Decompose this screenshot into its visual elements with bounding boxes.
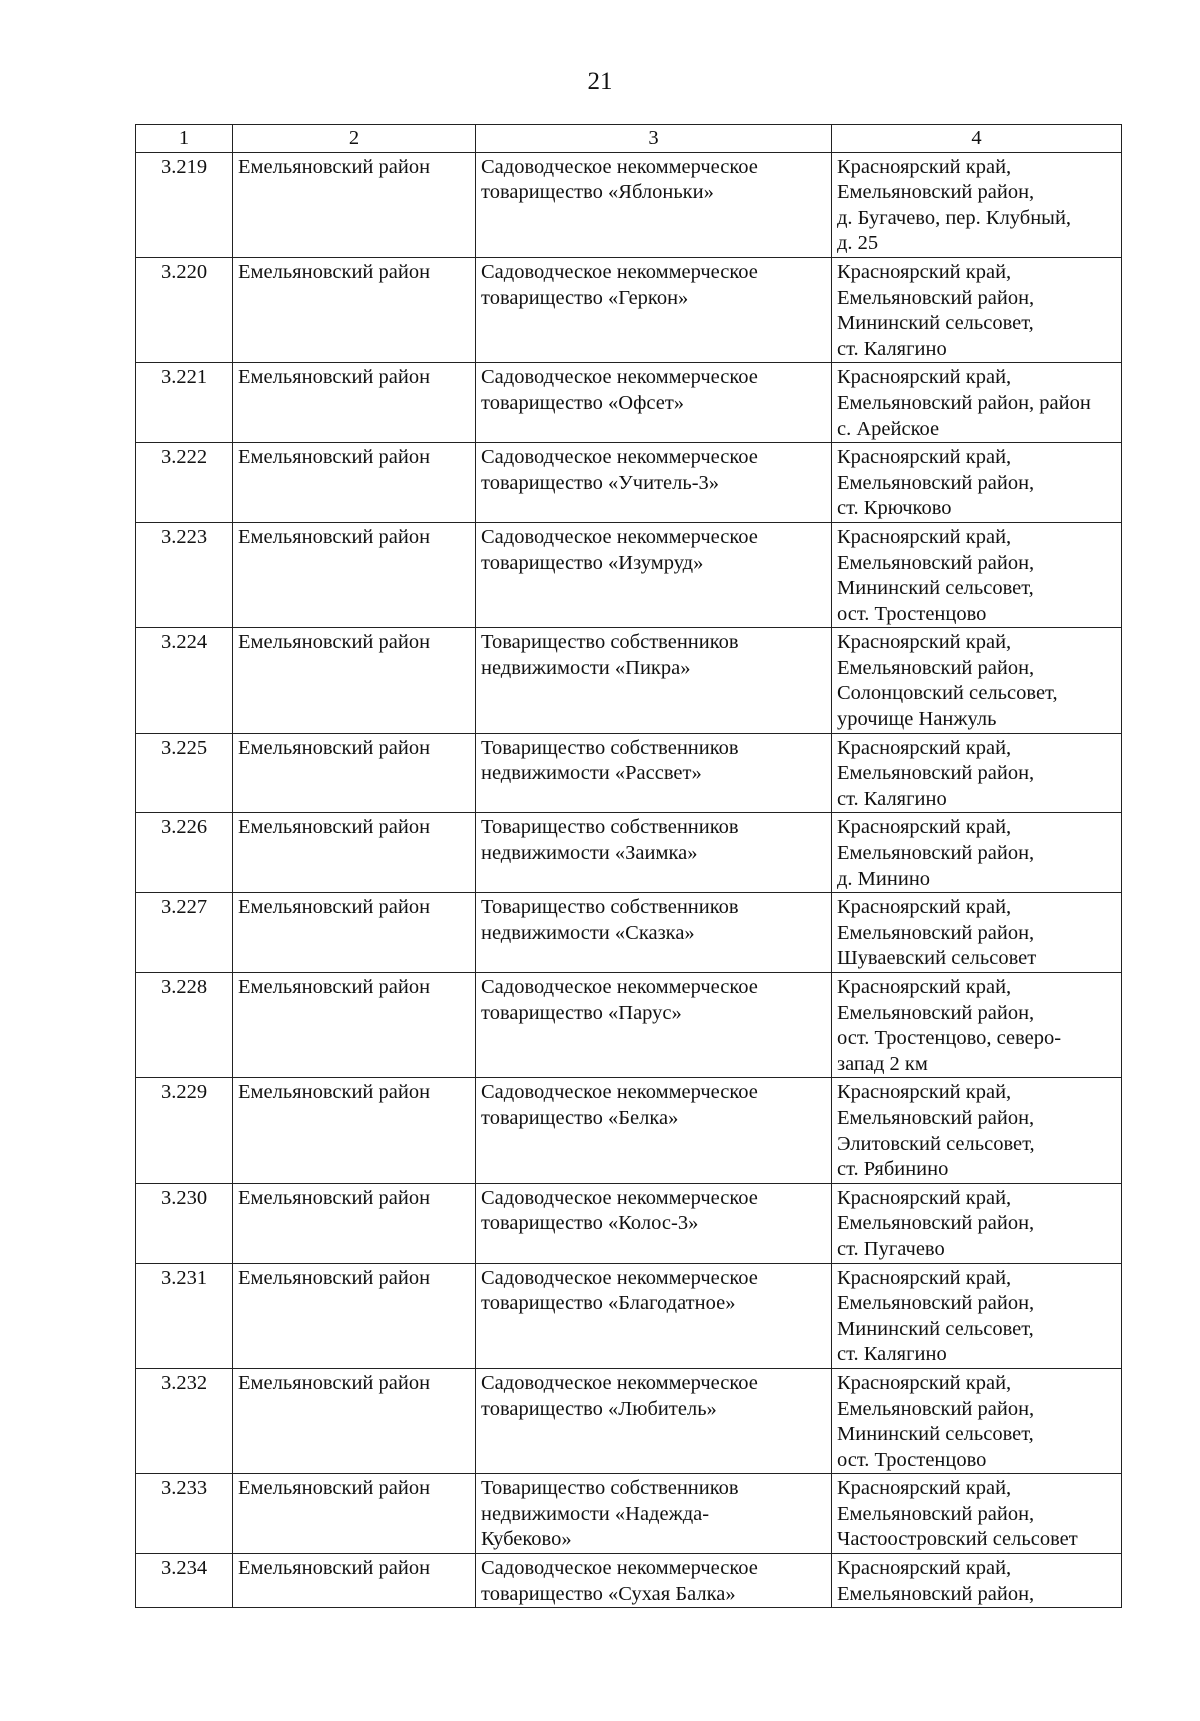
organization-name-cell: Садоводческое некоммерческое товарищество «Любитель» xyxy=(476,1368,832,1473)
entry-number: 3.230 xyxy=(136,1183,233,1263)
organization-name-cell: Садоводческое некоммерческое товарищество «Белка» xyxy=(476,1078,832,1183)
entry-number: 3.227 xyxy=(136,893,233,973)
entry-number: 3.225 xyxy=(136,733,233,813)
organization-name-cell: Садоводческое некоммерческое товарищество «Изумруд» xyxy=(476,522,832,627)
column-header-3: 3 xyxy=(476,125,832,153)
organization-name-cell: Садоводческое некоммерческое товарищество «Учитель-3» xyxy=(476,443,832,523)
district-cell: Емельяновский район xyxy=(233,257,476,362)
entry-number: 3.233 xyxy=(136,1474,233,1554)
address-cell: Красноярский край, Емельяновский район, ст. Калягино xyxy=(832,733,1122,813)
organization-name-cell: Садоводческое некоммерческое товарищество «Парус» xyxy=(476,973,832,1078)
organization-name-cell: Садоводческое некоммерческое товарищество «Колос-3» xyxy=(476,1183,832,1263)
column-header-1: 1 xyxy=(136,125,233,153)
table-row xyxy=(136,363,1122,443)
organization-name-cell: Товарищество собственников недвижимости «Сказка» xyxy=(476,893,832,973)
table-row xyxy=(136,1263,1122,1368)
organization-name-cell: Товарищество собственников недвижимости «Надежда- Кубеково» xyxy=(476,1474,832,1554)
organization-name-cell: Садоводческое некоммерческое товарищество «Яблоньки» xyxy=(476,152,832,257)
column-header-2: 2 xyxy=(233,125,476,153)
address-cell: Красноярский край, Емельяновский район, Мининский сельсовет, ст. Калягино xyxy=(832,1263,1122,1368)
entry-number: 3.223 xyxy=(136,522,233,627)
table-row xyxy=(136,813,1122,893)
entry-number: 3.221 xyxy=(136,363,233,443)
district-cell: Емельяновский район xyxy=(233,152,476,257)
entry-number: 3.220 xyxy=(136,257,233,362)
entry-number: 3.231 xyxy=(136,1263,233,1368)
table-row xyxy=(136,628,1122,733)
address-cell: Красноярский край, Емельяновский район, ст. Пугачево xyxy=(832,1183,1122,1263)
district-cell: Емельяновский район xyxy=(233,522,476,627)
address-cell: Красноярский край, Емельяновский район, д. Бугачево, пер. Клубный, д. 25 xyxy=(832,152,1122,257)
table-row xyxy=(136,1474,1122,1554)
address-cell: Красноярский край, Емельяновский район, xyxy=(832,1554,1122,1608)
district-cell: Емельяновский район xyxy=(233,733,476,813)
address-cell: Красноярский край, Емельяновский район, Солонцовский сельсовет, урочище Нанжуль xyxy=(832,628,1122,733)
registry-table xyxy=(135,124,1122,1608)
entry-number: 3.222 xyxy=(136,443,233,523)
header-row xyxy=(136,125,1122,153)
organization-name-cell: Садоводческое некоммерческое товарищество «Благодатное» xyxy=(476,1263,832,1368)
district-cell: Емельяновский район xyxy=(233,363,476,443)
address-cell: Красноярский край, Емельяновский район, д. Минино xyxy=(832,813,1122,893)
table-body xyxy=(136,152,1122,1608)
organization-name-cell: Товарищество собственников недвижимости «Заимка» xyxy=(476,813,832,893)
entry-number: 3.226 xyxy=(136,813,233,893)
address-cell: Красноярский край, Емельяновский район, ст. Крючково xyxy=(832,443,1122,523)
entry-number: 3.228 xyxy=(136,973,233,1078)
address-cell: Красноярский край, Емельяновский район, Мининский сельсовет, ост. Тростенцово xyxy=(832,522,1122,627)
organization-name-cell: Товарищество собственников недвижимости «Пикра» xyxy=(476,628,832,733)
address-cell: Красноярский край, Емельяновский район, Частоостровский сельсовет xyxy=(832,1474,1122,1554)
organization-name-cell: Садоводческое некоммерческое товарищество «Геркон» xyxy=(476,257,832,362)
table-row xyxy=(136,1078,1122,1183)
district-cell: Емельяновский район xyxy=(233,1474,476,1554)
table-row xyxy=(136,1183,1122,1263)
column-header-4: 4 xyxy=(832,125,1122,153)
district-cell: Емельяновский район xyxy=(233,1368,476,1473)
page-number: 21 xyxy=(587,68,613,95)
table-row xyxy=(136,893,1122,973)
entry-number: 3.219 xyxy=(136,152,233,257)
address-cell: Красноярский край, Емельяновский район, Мининский сельсовет, ост. Тростенцово xyxy=(832,1368,1122,1473)
entry-number: 3.224 xyxy=(136,628,233,733)
organization-name-cell: Садоводческое некоммерческое товарищество «Офсет» xyxy=(476,363,832,443)
table-row xyxy=(136,973,1122,1078)
district-cell: Емельяновский район xyxy=(233,973,476,1078)
organization-name-cell: Товарищество собственников недвижимости «Рассвет» xyxy=(476,733,832,813)
organization-name-cell: Садоводческое некоммерческое товарищество «Сухая Балка» xyxy=(476,1554,832,1608)
address-cell: Красноярский край, Емельяновский район, район с. Арейское xyxy=(832,363,1122,443)
district-cell: Емельяновский район xyxy=(233,1554,476,1608)
district-cell: Емельяновский район xyxy=(233,1263,476,1368)
table-row xyxy=(136,522,1122,627)
entry-number: 3.232 xyxy=(136,1368,233,1473)
address-cell: Красноярский край, Емельяновский район, Шуваевский сельсовет xyxy=(832,893,1122,973)
address-cell: Красноярский край, Емельяновский район, Элитовский сельсовет, ст. Рябинино xyxy=(832,1078,1122,1183)
address-cell: Красноярский край, Емельяновский район, ост. Тростенцово, северо- запад 2 км xyxy=(832,973,1122,1078)
district-cell: Емельяновский район xyxy=(233,628,476,733)
table-row xyxy=(136,733,1122,813)
table-row xyxy=(136,1368,1122,1473)
table-row xyxy=(136,257,1122,362)
district-cell: Емельяновский район xyxy=(233,443,476,523)
address-cell: Красноярский край, Емельяновский район, Мининский сельсовет, ст. Калягино xyxy=(832,257,1122,362)
entry-number: 3.234 xyxy=(136,1554,233,1608)
entry-number: 3.229 xyxy=(136,1078,233,1183)
district-cell: Емельяновский район xyxy=(233,1183,476,1263)
district-cell: Емельяновский район xyxy=(233,813,476,893)
district-cell: Емельяновский район xyxy=(233,1078,476,1183)
district-cell: Емельяновский район xyxy=(233,893,476,973)
table-row xyxy=(136,443,1122,523)
table-row xyxy=(136,152,1122,257)
table-row xyxy=(136,1554,1122,1608)
